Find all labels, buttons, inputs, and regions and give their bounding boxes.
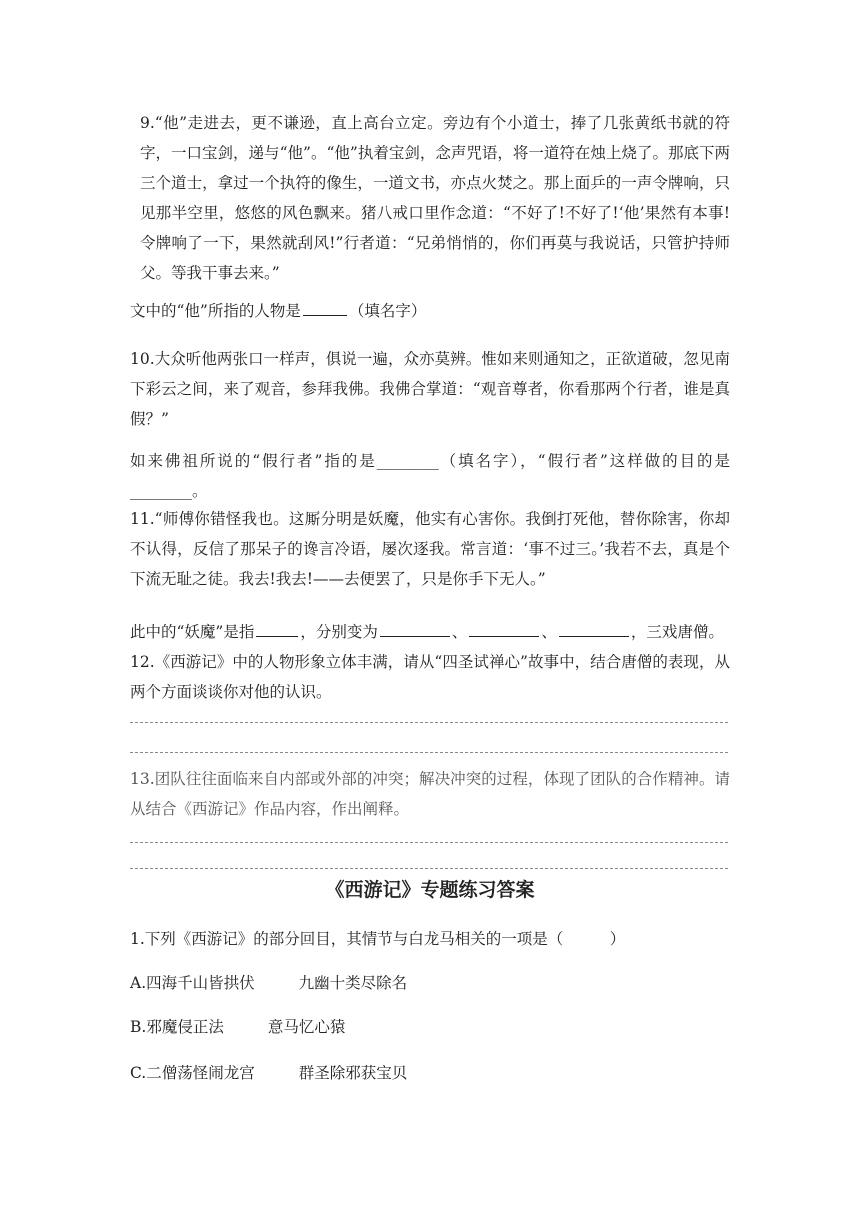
question-12-text: 12.《西游记》中的人物形象立体丰满，请从“四圣试禅心”故事中，结合唐僧的表现，从两个方面谈谈你对他的认识。 [130,653,730,701]
answer-blank[interactable] [303,301,347,316]
question-10-passage: 10.大众听他两张口一样声，俱说一遍，众亦莫辨。惟如来则通知之，正欲道破，忽见南下彩云之间，来了观音，参拜我佛。我佛合掌道：“观音尊者，你看那两个行者，谁是真假？” [130,350,730,428]
question-9-prompt [130,296,426,326]
option-c-label: C.二僧荡怪闹龙宫 [130,1064,255,1082]
option-b-label: B.邪魔侵正法 [130,1018,224,1036]
answer-line[interactable] [130,868,728,869]
question-11-prompt [130,617,724,647]
answer-blank[interactable] [559,622,629,637]
question-11-prompt-a: 此中的“妖魔”是指 [130,623,255,641]
answer-question-1: 1.下列《西游记》的部分回目，其情节与白龙马相关的一项是（ ） [130,930,626,948]
answer-line[interactable] [130,842,728,843]
option-c-second: 群圣除邪获宝贝 [298,1064,408,1082]
answer-line[interactable] [130,752,728,753]
option-b [130,1012,345,1042]
answer-blank[interactable] [469,622,539,637]
question-13-text: 13.团队往往面临来自内部或外部的冲突；解决冲突的过程，体现了团队的合作精神。请从结合《西游记》作品内容，作出阐释。 [130,770,730,818]
option-a-second: 九幽十类尽除名 [298,974,408,992]
answer-line[interactable] [130,722,728,723]
question-11-prompt-b: ，分别变为 [300,623,378,641]
question-9-prompt-hint: （填名字） [348,302,427,320]
separator: 、 [451,623,468,641]
question-9-passage: 9.“他”走进去，更不谦逊，直上高台立定。旁边有个小道士，捧了几张黄纸书就的符字，一口宝剑，递与“他”。“他”执着宝剑，念声咒语，将一道符在烛上烧了。那底下两三个道士，拿过一个执符的像生，一道文书，亦点火焚之。那上面乒的一声令牌响，只见那半空里，悠悠的风色飘来。猪八戒口里作念道：“不好了!不好了!‘他’果然有本事!令牌响了一下，果然就刮风!”行者道：“兄弟悄悄的，你们再莫与我说话，只管护持师父。等我干事去来。” [140,114,730,282]
answer-blank[interactable] [380,622,450,637]
question-9-prompt-text: 文中的“他”所指的人物是 [130,302,301,320]
option-a-label: A.四海千山皆拱伏 [130,974,255,992]
question-10-prompt: 如来佛祖所说的“假行者”指的是________（填名字），“假行者”这样做的目的是________。 [130,452,730,500]
answers-title: 《西游记》专题练习答案 [325,879,535,901]
option-c [130,1058,407,1088]
question-11-prompt-c: ，三戏唐僧。 [630,623,724,641]
question-11-passage: 11.“师傅你错怪我也。这厮分明是妖魔，他实有心害你。我倒打死他，替你除害，你却不认得，反信了那呆子的谗言冷语，屡次逐我。常言道：‘事不过三。’我若不去，真是个下流无耻之徒。我去!我去!——去便罢了，只是你手下无人。” [130,510,730,588]
option-a [130,968,407,998]
option-b-second: 意马忆心猿 [267,1018,346,1036]
answer-blank[interactable] [256,622,298,637]
separator: 、 [541,623,557,641]
